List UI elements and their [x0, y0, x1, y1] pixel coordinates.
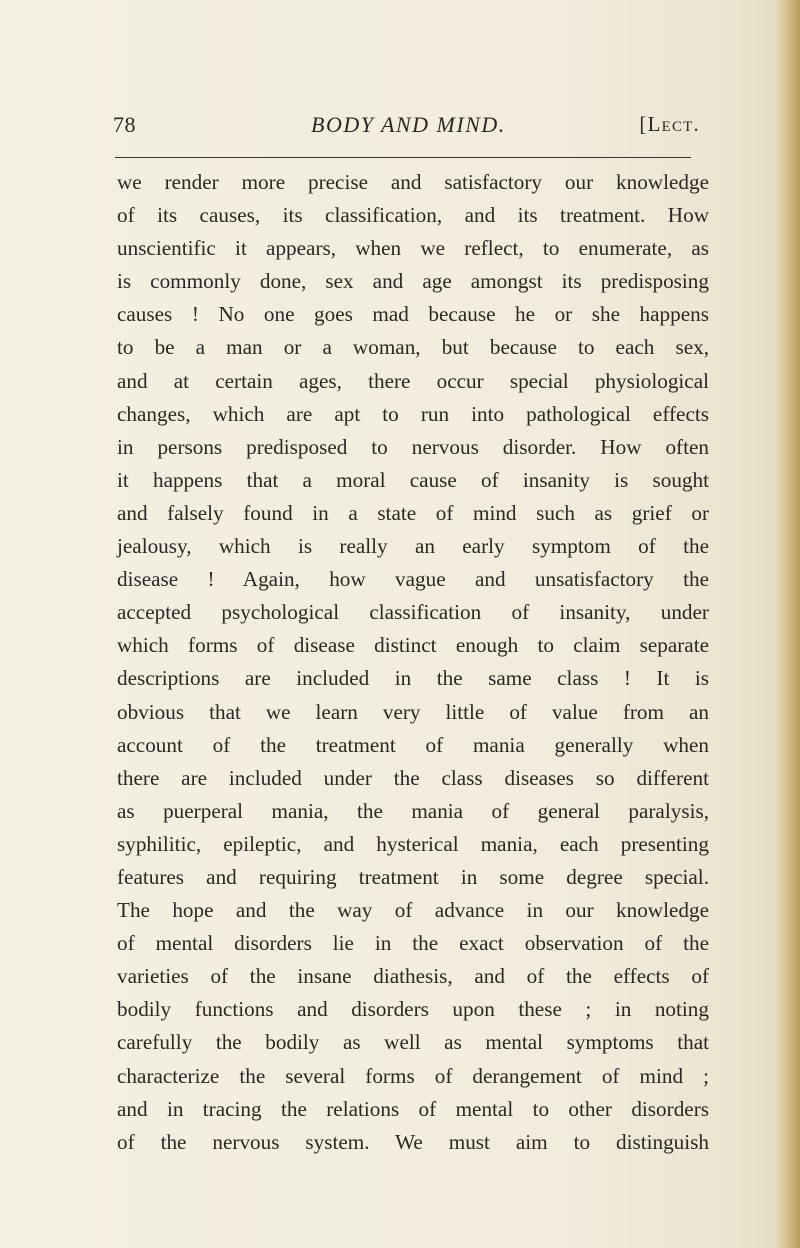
text-line: bodily functions and disorders upon these ; in noting: [117, 997, 709, 1022]
header-rule: [115, 157, 691, 158]
text-line: The hope and the way of advance in our knowledge: [117, 898, 709, 923]
text-line: as puerperal mania, the mania of general paralysis,: [117, 798, 709, 823]
text-line: jealousy, which is really an early symptom of the: [117, 534, 709, 559]
body-text: [117, 166, 709, 1159]
text-line: features and requiring treatment in some degree special.: [117, 864, 709, 889]
text-line: in persons predisposed to nervous disorder. How often: [117, 434, 709, 459]
text-line: is commonly done, sex and age amongst its predisposing: [117, 269, 709, 294]
text-line: of the nervous system. We must aim to distinguish: [117, 1129, 709, 1154]
text-line: descriptions are included in the same class ! It is: [117, 666, 709, 691]
text-line: account of the treatment of mania generally when: [117, 732, 709, 757]
text-line: carefully the bodily as well as mental symptoms that: [117, 1030, 709, 1055]
text-line: unscientific it appears, when we reflect, to enumerate, as: [117, 236, 709, 261]
text-line: of mental disorders lie in the exact observation of the: [117, 931, 709, 956]
text-line: changes, which are apt to run into pathological effects: [117, 401, 709, 426]
page-number: 78: [113, 112, 136, 137]
text-line: there are included under the class diseases so different: [117, 765, 709, 790]
text-line: accepted psychological classification of insanity, under: [117, 600, 709, 625]
text-line: and at certain ages, there occur special physiological: [117, 368, 709, 393]
running-header: [113, 112, 700, 148]
text-line: disease ! Again, how vague and unsatisfactory the: [117, 567, 709, 592]
text-line: varieties of the insane diathesis, and of the effects of: [117, 964, 709, 989]
text-line: of its causes, its classification, and its treatment. How: [117, 203, 709, 228]
text-line: we render more precise and satisfactory our knowledge: [117, 170, 709, 194]
text-line: it happens that a moral cause of insanity is sought: [117, 467, 709, 492]
text-line: causes ! No one goes mad because he or she happens: [117, 302, 709, 327]
page-edge-shadow: [774, 0, 800, 1248]
lecture-label: [Lect.: [639, 112, 700, 136]
text-line: and in tracing the relations of mental to other disorders: [117, 1096, 709, 1121]
text-line: which forms of disease distinct enough to claim separate: [117, 633, 709, 658]
text-line: syphilitic, epileptic, and hysterical mania, each presenting: [117, 831, 709, 856]
text-line: to be a man or a woman, but because to each sex,: [117, 335, 709, 360]
text-line: obvious that we learn very little of value from an: [117, 699, 709, 724]
text-line: and falsely found in a state of mind such as grief or: [117, 500, 709, 525]
running-title: BODY AND MIND.: [311, 112, 506, 137]
text-line: characterize the several forms of derangement of mind ;: [117, 1063, 709, 1088]
